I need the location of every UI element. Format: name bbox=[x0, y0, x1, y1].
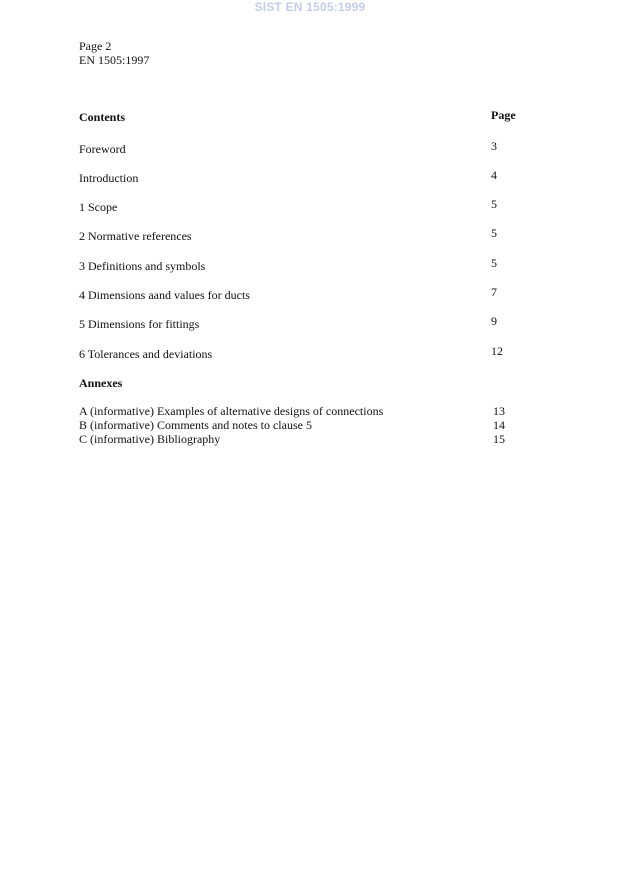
toc-entry-title: Foreword bbox=[79, 142, 126, 156]
annex-entry-a bbox=[79, 404, 519, 418]
toc-entry-introduction bbox=[79, 168, 519, 184]
annex-entry-c bbox=[79, 432, 519, 446]
toc-entry-dimensions-fittings bbox=[79, 314, 519, 330]
toc-entry-page: 5 bbox=[491, 226, 497, 240]
contents-heading: Contents bbox=[79, 110, 126, 124]
page-number-label: Page 2 bbox=[79, 39, 112, 53]
page-header bbox=[79, 39, 149, 67]
toc-entry-page: 5 bbox=[491, 256, 497, 270]
toc-entry-dimensions-ducts bbox=[79, 285, 519, 301]
page-column-heading: Page bbox=[491, 108, 516, 122]
document-watermark: SIST EN 1505:1999 bbox=[254, 0, 366, 14]
annexes-heading: Annexes bbox=[79, 376, 123, 390]
annex-entry-page: 13 bbox=[493, 404, 505, 418]
annex-entry-title: A (informative) Examples of alternative designs of connections bbox=[79, 404, 384, 418]
annex-entry-page: 15 bbox=[493, 432, 505, 446]
toc-entry-title: 5 Dimensions for fittings bbox=[79, 317, 200, 331]
toc-entry-normative-references bbox=[79, 226, 519, 242]
toc-entry-title: 6 Tolerances and deviations bbox=[79, 347, 213, 361]
standard-reference: EN 1505:1997 bbox=[79, 53, 150, 67]
toc-entry-page: 4 bbox=[491, 168, 497, 182]
toc-entry-title: 1 Scope bbox=[79, 200, 118, 214]
toc-entry-page: 9 bbox=[491, 314, 497, 328]
toc-entry-page: 7 bbox=[491, 285, 497, 299]
toc-entry-title: 2 Normative references bbox=[79, 229, 192, 243]
toc-entry-tolerances bbox=[79, 344, 519, 360]
toc-entry-page: 12 bbox=[491, 344, 503, 358]
toc-entry-title: 3 Definitions and symbols bbox=[79, 259, 206, 273]
toc-entry-page: 3 bbox=[491, 139, 497, 153]
toc-entry-title: 4 Dimensions aand values for ducts bbox=[79, 288, 250, 302]
annex-entry-b bbox=[79, 418, 519, 432]
toc-entry-definitions bbox=[79, 256, 519, 272]
annex-entry-title: C (informative) Bibliography bbox=[79, 432, 221, 446]
toc-entry-foreword bbox=[79, 139, 519, 155]
annex-entry-page: 14 bbox=[493, 418, 505, 432]
toc-entry-scope bbox=[79, 197, 519, 213]
annex-entry-title: B (informative) Comments and notes to clause 5 bbox=[79, 418, 312, 432]
toc-entry-title: Introduction bbox=[79, 171, 139, 185]
toc-entry-page: 5 bbox=[491, 197, 497, 211]
